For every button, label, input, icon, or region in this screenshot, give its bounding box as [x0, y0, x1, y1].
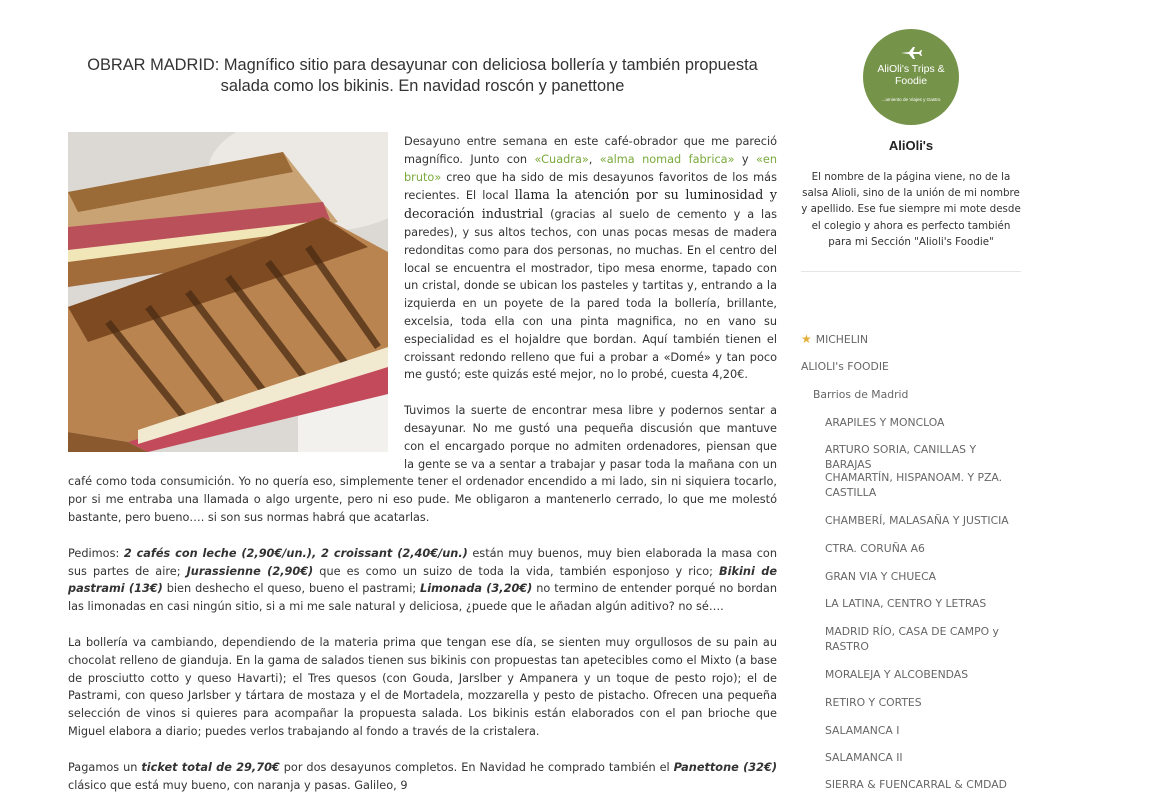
p5-bold-2: Panettone (32€)	[673, 760, 777, 774]
p1-text-e: (gracias al suelo de cemento y a las paredes), y sus altos techos, con unas pocas mesas de madera redonditas como para dos personas, no muchas. En el centro del local se encuentra el mostrador, tipo mesa enorme, tapado con un cristal, donde se ubican los pasteles y tartitas y, entrando a la izquierda en un poyete de la pared toda la bollería, brillante, excelsia, toda ella con una pinta magnifica, no en vano su especialidad es el hojaldre que bordan. Aquí también tienen el croissant redondo relleno que fui a probar a «Domé» y tan poco me gustó; este quizás esté mejor, no lo probé, cuesta 4,20€.	[404, 208, 778, 382]
menu-item-salamanca-1[interactable]: SALAMANCA I	[825, 724, 900, 737]
article-body	[68, 133, 777, 812]
menu-item-gran-via[interactable]: GRAN VIA Y CHUECA	[825, 570, 937, 583]
airplane-icon	[900, 46, 922, 60]
p3-text-d: que es como un suizo de toda la vida, también esponjoso y rico;	[313, 564, 720, 578]
menu-item-madrid-rio[interactable]: MADRID RÍO, CASA DE CAMPO y RASTRO	[825, 625, 999, 653]
menu-item-retiro[interactable]: RETIRO Y CORTES	[825, 696, 922, 709]
p5-text-d: clásico que está muy bueno, con naranja y pasas. Galileo, 9	[68, 778, 408, 792]
p1-text-c: y	[734, 152, 756, 166]
p3-text-e: bien deshecho el queso, bueno el pastrami;	[162, 582, 421, 596]
p3-bold-2: Jurassienne (2,90€)	[186, 564, 314, 578]
link-en-bruto[interactable]: «en bruto»	[404, 152, 777, 184]
link-alma-nomad[interactable]: «alma nomad fabrica»	[599, 152, 735, 166]
p3-text-f: no termino de entender porqué no bordan las limonadas en casi ningún sitio, si a mi me sale natural y deliciosa, ¿puede que le añadan algún aditivo? no sé….	[68, 582, 778, 614]
menu-item-chamberi[interactable]: CHAMBERÍ, MALASAÑA Y JUSTICIA	[825, 514, 1009, 527]
link-cuadra[interactable]: «Cuadra»	[534, 152, 589, 166]
menu-item-chamartin[interactable]: CHAMARTÍN, HISPANOAM. Y PZA. CASTILLA	[825, 471, 1003, 499]
menu-item-barrios-de-madrid[interactable]: Barrios de Madrid	[813, 388, 909, 401]
menu-item-la-latina[interactable]: LA LATINA, CENTRO Y LETRAS	[825, 597, 987, 610]
article-title: OBRAR MADRID: Magnífico sitio para desayunar con deliciosa bollería y también propuesta salada como los bikinis. En navidad roscón y panettone	[87, 56, 758, 95]
menu-item-salamanca-2[interactable]: SALAMANCA II	[825, 751, 903, 764]
star-icon: ★	[801, 332, 812, 346]
p1-text-b: ,	[588, 152, 600, 166]
menu-item-arapiles[interactable]: ARAPILES Y MONCLOA	[825, 416, 945, 429]
menu-item-arturo-soria[interactable]: ARTURO SORIA, CANILLAS Y BARAJAS	[825, 443, 977, 471]
site-description: El nombre de la página viene, no de la salsa Alioli, sino de la unión de mi nombre y apellido. Ese fue siempre mi mote desde el colegio y ahora es perfecto también para mi Sección "Alioli's Foodie"	[801, 171, 1021, 248]
menu-item-sierra-fuencarral[interactable]: SIERRA & FUENCARRAL & CMDAD	[825, 778, 1007, 791]
p3-bold-1: 2 cafés con leche (2,90€/un.), 2 croissant (2,40€/un.)	[123, 546, 468, 560]
paragraph-5	[68, 759, 777, 795]
paragraph-3	[68, 545, 777, 616]
paragraph-4: La bollería va cambiando, dependiendo de la materia prima que tengan ese día, se sienten muy orgullosos de su pain au chocolat relleno de gianduja. En la gama de salados tienen sus bikinis con propuestas tan apetecibles como el Mixto (a base de prosciutto cotto y queso Havarti); el Tres quesos (con Gouda, Jarslber y Ampanera y un toque de pesto rojo); el de Pastrami, con queso Jarlsber y tártara de mostaza y el de Mortadela, mozzarella y pesto de pistacho. Ofrecen una pequeña selección de vinos si quieres para acompañar la propuesta salada. Los bikinis están elaborados con el pan brioche que Miguel elabora a diario; puedes verlos trabajando al fondo a través de la cristalera.	[68, 635, 777, 738]
p5-text-a: Pagamos un	[68, 760, 142, 774]
menu-item-label: MICHELIN	[815, 333, 869, 346]
p3-bold-3: Bikini de pastrami (13€)	[68, 564, 777, 596]
sidebar-divider	[801, 271, 1021, 272]
logo-title: AliOli's Trips & Foodie	[877, 63, 945, 87]
photo-float-spacer	[68, 133, 404, 460]
site-logo[interactable]	[863, 29, 959, 125]
p5-bold-1: ticket total de 29,70€	[141, 760, 280, 774]
article	[68, 0, 778, 792]
p1-highlight: llama la atención por su luminosidad y decoración industrial	[404, 187, 777, 222]
p3-text-c: están muy buenos, muy bien elaborada la masa con sus partes de aire;	[68, 546, 777, 578]
p3-text-a: Pedimos:	[68, 546, 124, 560]
menu-item-alioli-foodie[interactable]: ALIOLI's FOODIE	[801, 360, 889, 373]
p1-text-a: Desayuno entre semana en este café-obrador que me pareció magnífico. Junto con	[404, 135, 777, 166]
p1-text-d: creo que ha sido de mis desayunos favoritos de los más recientes. El local	[404, 170, 777, 203]
site-name: AliOli's	[888, 138, 934, 153]
p5-text-c: por dos desayunos completos. En Navidad he comprado también el	[279, 760, 674, 774]
p3-bold-4: Limonada (3,20€)	[420, 582, 533, 596]
menu-item-michelin[interactable]	[801, 332, 1021, 347]
menu-item-ctra-coruna[interactable]: CTRA. CORUÑA A6	[825, 542, 925, 555]
menu-item-moraleja[interactable]: MORALEJA Y ALCOBENDAS	[825, 668, 969, 681]
logo-subtitle: ...amiento de Viajes y Gastro	[881, 97, 941, 102]
paragraph-2: Tuvimos la suerte de encontrar mesa libre y podernos sentar a desayunar. No me gustó una pequeña discusión que mantuve con el encargado porque no admiten ordenadores, piensan que la gente se va a sentar a trabajar y pasar toda la mañana con un café como toda consumición. Yo no quería eso, simplemente tener el ordenador encendido a mi lado, sin ni siquiera tocarlo, por si me entraba una llamada o algo urgente, pero ni eso pude. Me obligaron a mantenerlo cerrado, lo que me molestó bastante, pero bueno…. si son sus normas habrá que acatarlas.	[68, 404, 777, 524]
